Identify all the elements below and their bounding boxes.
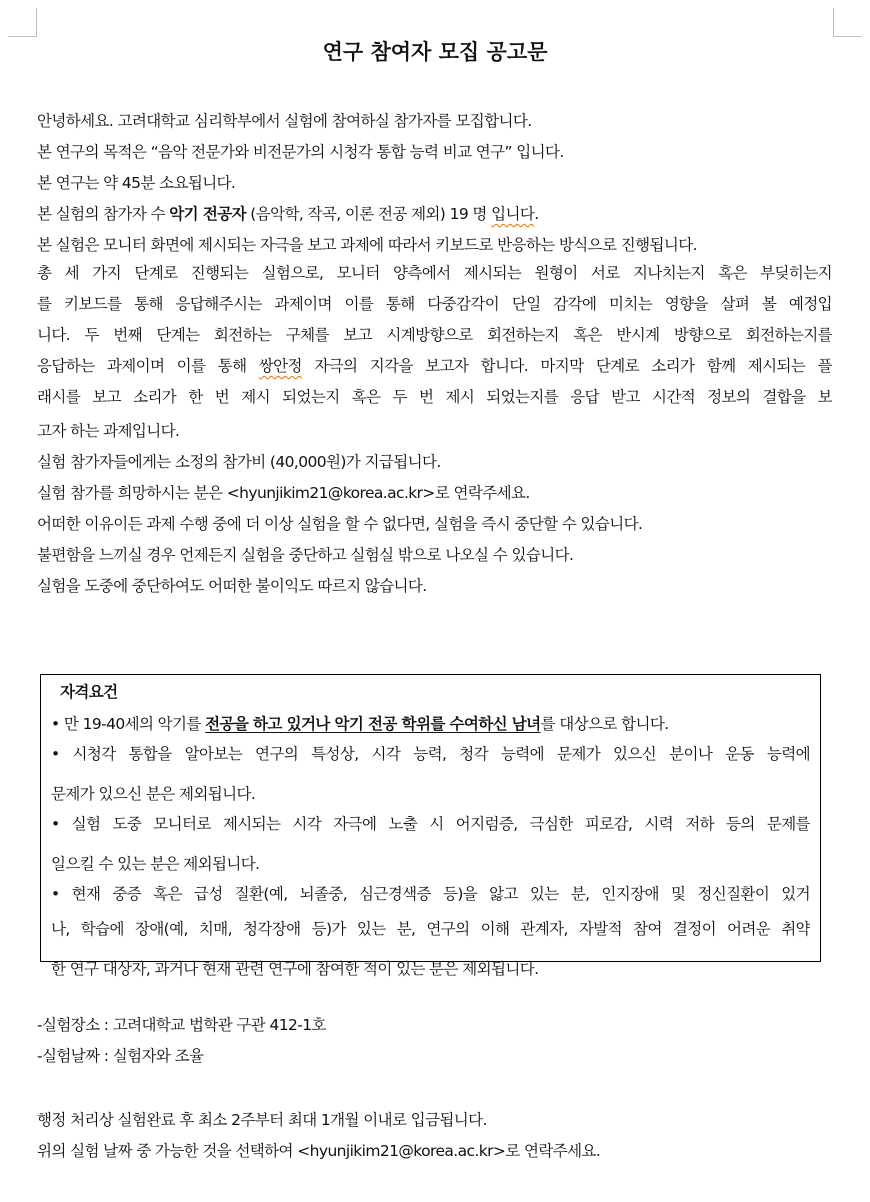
notice-line: 실험 참가자들에게는 소정의 참가비 (40,000원)가 지급됩니다. xyxy=(37,453,441,471)
intro-line-purpose: 본 연구의 목적은 “음악 전문가와 비전문가의 시청각 통합 능력 비교 연구” 입니다. xyxy=(37,143,564,161)
participants-bold: 악기 전공자 xyxy=(169,205,246,223)
requirement-item-cont: 한 연구 대상자, 과거나 현재 관련 연구에 참여한 적이 있는 분은 제외됩니다. xyxy=(51,960,539,978)
notice-line: 실험 참가를 희망하시는 분은 <hyunjikim21@korea.ac.kr>로 연락주세요. xyxy=(37,484,530,502)
contact-line: 위의 실험 날짜 중 가능한 것을 선택하여 <hyunjikim21@korea.ac.kr>로 연락주세요. xyxy=(37,1142,601,1160)
intro-line-greeting: 안녕하세요. 고려대학교 심리학부에서 실험에 참여하실 참가자를 모집합니다. xyxy=(37,112,532,130)
requirement-item: • 시청각 통합을 알아보는 연구의 특성상, 시각 능력, 청각 능력에 문제가 있으신 분이나 운동 능력에 xyxy=(51,745,810,763)
participants-prefix: 본 실험의 참가자 수 xyxy=(37,205,170,223)
description-line4-suffix: 자극의 지각을 보고자 합니다. 마지막 단계로 소리가 함께 제시되는 플 xyxy=(301,357,832,375)
notice-line: 어떠한 이유이든 과제 수행 중에 더 이상 실험을 할 수 없다면, 실험을 즉시 중단할 수 있습니다. xyxy=(37,515,643,533)
experiment-info xyxy=(37,1010,326,1072)
experiment-date: -실험날짜 : 실험자와 조율 xyxy=(37,1047,204,1065)
spellcheck-mark: 쌍안정 xyxy=(258,357,302,375)
requirement-item-cont: 일으킬 수 있는 분은 제외됩니다. xyxy=(51,855,260,873)
requirement-1-underlined: 전공을 하고 있거나 악기 전공 학위를 수여하신 남녀 xyxy=(205,715,541,733)
payment-info xyxy=(37,1105,600,1167)
notice-line: 불편함을 느끼실 경우 언제든지 실험을 중단하고 실험실 밖으로 나오실 수 있습니다. xyxy=(37,546,574,564)
document-title: 연구 참여자 모집 공고문 xyxy=(322,40,548,64)
description-first-line: 본 실험은 모니터 화면에 제시되는 자극을 보고 과제에 따라서 키보드로 반응하는 방식으로 진행됩니다. xyxy=(37,236,697,254)
participants-line xyxy=(37,199,832,230)
requirement-item: • 현재 중증 혹은 급성 질환(예, 뇌졸중, 심근경색증 등)을 앓고 있는 분, 인지장애 및 정신질환이 있거 xyxy=(51,885,810,903)
requirement-item-cont: 나, 학습에 장애(예, 치매, 청각장애 등)가 있는 분, 연구의 이해 관계자, 자발적 참여 결정이 어려운 취약 xyxy=(51,920,810,938)
experiment-location: -실험장소 : 고려대학교 법학관 구관 412-1호 xyxy=(37,1016,326,1034)
description-line4-prefix: 응답하는 과제이며 이를 통해 xyxy=(37,357,259,375)
description-line: 고자 하는 과제입니다. xyxy=(37,422,180,440)
requirement-item xyxy=(51,707,810,742)
requirement-item: • 실험 도중 모니터로 제시되는 시각 자극에 노출 시 어지럼증, 극심한 피로감, 시력 저하 등의 문제를 xyxy=(51,815,810,833)
requirement-1-prefix: • 만 19-40세의 악기를 xyxy=(51,715,206,733)
description-line: 니다. 두 번째 단계는 회전하는 구체를 보고 시계방향으로 회전하는지 혹은 반시계 방향으로 회전하는지를 xyxy=(37,326,832,344)
requirement-item-cont: 문제가 있으신 분은 제외됩니다. xyxy=(51,785,256,803)
payment-line: 행정 처리상 실험완료 후 최소 2주부터 최대 1개월 이내로 입금됩니다. xyxy=(37,1111,487,1129)
document-body xyxy=(37,106,832,602)
description-line xyxy=(37,354,832,385)
crop-mark-top-left xyxy=(8,8,37,37)
description-line: 래시를 보고 소리가 한 번 제시 되었는지 혹은 두 번 제시 되었는지를 응답 받고 시간적 정보의 결합을 보 xyxy=(37,388,832,406)
spellcheck-mark: 입니다 xyxy=(491,205,535,223)
participants-mid: (음악학, 작곡, 이론 전공 제외) 19 명 xyxy=(245,205,492,223)
intro-line-duration: 본 연구는 약 45분 소요됩니다. xyxy=(37,174,236,192)
participants-suffix: . xyxy=(534,205,539,223)
requirements-box xyxy=(40,674,821,978)
description-line: 총 세 가지 단계로 진행되는 실험으로, 모니터 양측에서 제시되는 원형이 서로 지나치는지 혹은 부딪히는지 xyxy=(37,264,832,282)
requirements-heading: 자격요건 xyxy=(60,683,118,701)
crop-mark-top-right xyxy=(833,8,862,37)
requirement-1-suffix: 를 대상으로 합니다. xyxy=(540,715,669,733)
description-line: 를 키보드를 통해 응답해주시는 과제이며 이를 통해 다중감각이 단일 감각에 미치는 영향을 살펴 볼 예정입 xyxy=(37,295,832,313)
notice-line: 실험을 도중에 중단하여도 어떠한 불이익도 따르지 않습니다. xyxy=(37,577,427,595)
